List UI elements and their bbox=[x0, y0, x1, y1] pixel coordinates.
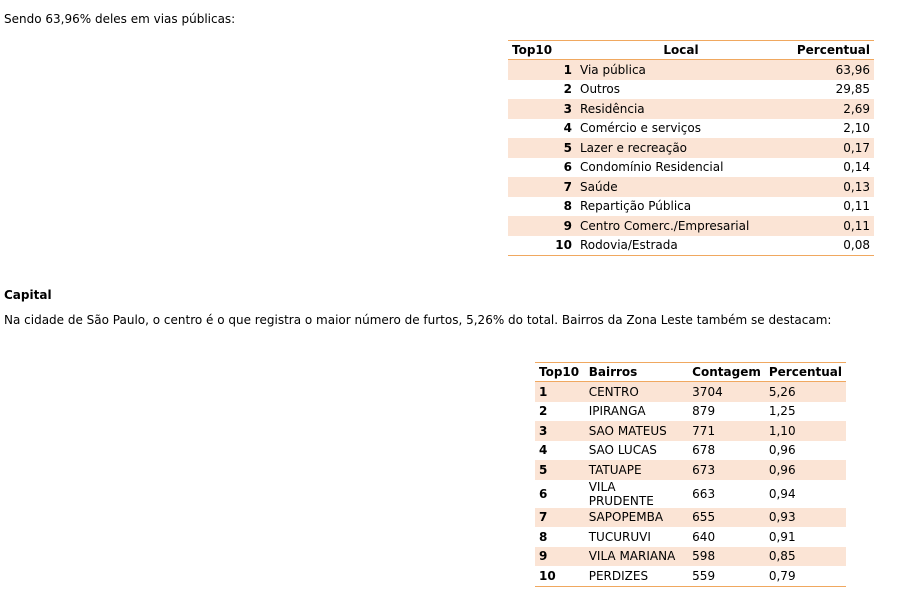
table-row bbox=[508, 99, 874, 119]
local-name: Rodovia/Estrada bbox=[576, 236, 786, 256]
percent: 0,13 bbox=[786, 177, 874, 197]
local-name: Via pública bbox=[576, 60, 786, 80]
bairro-name: SAO MATEUS bbox=[585, 421, 688, 441]
percent: 0,91 bbox=[768, 529, 796, 544]
count: 559 bbox=[688, 566, 765, 586]
table-row bbox=[535, 480, 846, 508]
rank: 9 bbox=[535, 547, 585, 567]
header-bairros: Bairros bbox=[585, 363, 688, 382]
table-row bbox=[508, 216, 874, 236]
percent: 2,10 bbox=[843, 121, 870, 136]
percent: 0,14 bbox=[843, 160, 870, 175]
rank: 2 bbox=[563, 82, 572, 97]
table-row bbox=[508, 119, 874, 139]
percent: 0,08 bbox=[786, 236, 874, 256]
rank: 2 bbox=[539, 404, 548, 419]
rank: 6 bbox=[563, 160, 572, 175]
table-row bbox=[535, 382, 846, 402]
bairro-name: IPIRANGA bbox=[588, 404, 646, 419]
bairro-name: SAPOPEMBA bbox=[585, 508, 688, 528]
rank: 4 bbox=[539, 443, 548, 458]
percent: 5,26 bbox=[765, 382, 846, 402]
count: 678 bbox=[692, 443, 716, 458]
local-name: Centro Comerc./Empresarial bbox=[576, 216, 786, 236]
rank: 1 bbox=[508, 60, 576, 80]
rank: 4 bbox=[563, 121, 572, 136]
rank: 9 bbox=[508, 216, 576, 236]
percent: 0,94 bbox=[768, 486, 796, 501]
table-row bbox=[535, 421, 846, 441]
bairro-name: VILA PRUDENTE bbox=[588, 479, 654, 508]
local-name: Lazer e recreação bbox=[576, 138, 786, 158]
bairros-table bbox=[535, 362, 846, 587]
header-percentual: Percentual bbox=[786, 41, 874, 60]
local-table bbox=[508, 40, 874, 256]
table-row bbox=[535, 508, 846, 528]
percent: 0,11 bbox=[786, 216, 874, 236]
percent: 29,85 bbox=[835, 82, 870, 97]
percent: 0,93 bbox=[765, 508, 846, 528]
rank: 8 bbox=[539, 529, 548, 544]
bairro-name: VILA MARIANA bbox=[585, 547, 688, 567]
header-contagem: Contagem bbox=[688, 363, 765, 382]
bairros-table-header bbox=[535, 363, 846, 382]
table-row bbox=[535, 527, 846, 547]
count: 640 bbox=[692, 529, 716, 544]
rank: 7 bbox=[508, 177, 576, 197]
bairro-name: TUCURUVI bbox=[588, 529, 651, 544]
table-row bbox=[508, 197, 874, 217]
percent: 0,96 bbox=[768, 443, 796, 458]
table-row bbox=[508, 177, 874, 197]
table-row bbox=[508, 138, 874, 158]
table-row bbox=[535, 566, 846, 586]
table-row bbox=[508, 60, 874, 80]
local-name: Saúde bbox=[576, 177, 786, 197]
table-row bbox=[508, 236, 874, 256]
local-name: Outros bbox=[580, 82, 621, 97]
rank: 3 bbox=[508, 99, 576, 119]
percent: 0,96 bbox=[765, 460, 846, 480]
header-top10: Top10 bbox=[535, 363, 585, 382]
local-name: Residência bbox=[576, 99, 786, 119]
count: 771 bbox=[688, 421, 765, 441]
percent: 0,11 bbox=[843, 199, 870, 214]
local-name: Repartição Pública bbox=[580, 199, 692, 214]
capital-heading: Capital bbox=[4, 288, 52, 302]
local-name: Comércio e serviços bbox=[580, 121, 701, 136]
local-name: Condomínio Residencial bbox=[580, 160, 724, 175]
count: 673 bbox=[688, 460, 765, 480]
rank: 8 bbox=[563, 199, 572, 214]
percent: 0,17 bbox=[786, 138, 874, 158]
table-row bbox=[508, 158, 874, 178]
percent: 0,79 bbox=[765, 566, 846, 586]
rank: 6 bbox=[539, 486, 548, 501]
table-row bbox=[535, 441, 846, 461]
local-table-header bbox=[508, 41, 874, 60]
table-row bbox=[535, 460, 846, 480]
header-local: Local bbox=[576, 41, 786, 60]
bairro-name: PERDIZES bbox=[585, 566, 688, 586]
percent: 0,85 bbox=[765, 547, 846, 567]
header-top10: Top10 bbox=[508, 41, 576, 60]
rank: 7 bbox=[535, 508, 585, 528]
table-row bbox=[508, 80, 874, 100]
percent: 2,69 bbox=[786, 99, 874, 119]
count: 663 bbox=[692, 486, 716, 501]
rank: 5 bbox=[535, 460, 585, 480]
percent: 1,10 bbox=[765, 421, 846, 441]
table-row bbox=[535, 547, 846, 567]
rank: 1 bbox=[535, 382, 585, 402]
count: 655 bbox=[688, 508, 765, 528]
bairro-name: TATUAPE bbox=[585, 460, 688, 480]
percent: 63,96 bbox=[786, 60, 874, 80]
rank: 10 bbox=[508, 236, 576, 256]
rank: 10 bbox=[535, 566, 585, 586]
bairro-name: CENTRO bbox=[585, 382, 688, 402]
bairro-name: SAO LUCAS bbox=[588, 443, 657, 458]
intro-text: Sendo 63,96% deles em vias públicas: bbox=[4, 12, 236, 26]
count: 598 bbox=[688, 547, 765, 567]
rank: 3 bbox=[535, 421, 585, 441]
count: 879 bbox=[692, 404, 716, 419]
table-row bbox=[535, 402, 846, 422]
rank: 5 bbox=[508, 138, 576, 158]
header-percentual: Percentual bbox=[765, 363, 846, 382]
count: 3704 bbox=[688, 382, 765, 402]
capital-text: Na cidade de São Paulo, o centro é o que registra o maior número de furtos, 5,26% do total. Bairros da Zona Leste também se destacam: bbox=[4, 313, 832, 327]
percent: 1,25 bbox=[768, 404, 796, 419]
